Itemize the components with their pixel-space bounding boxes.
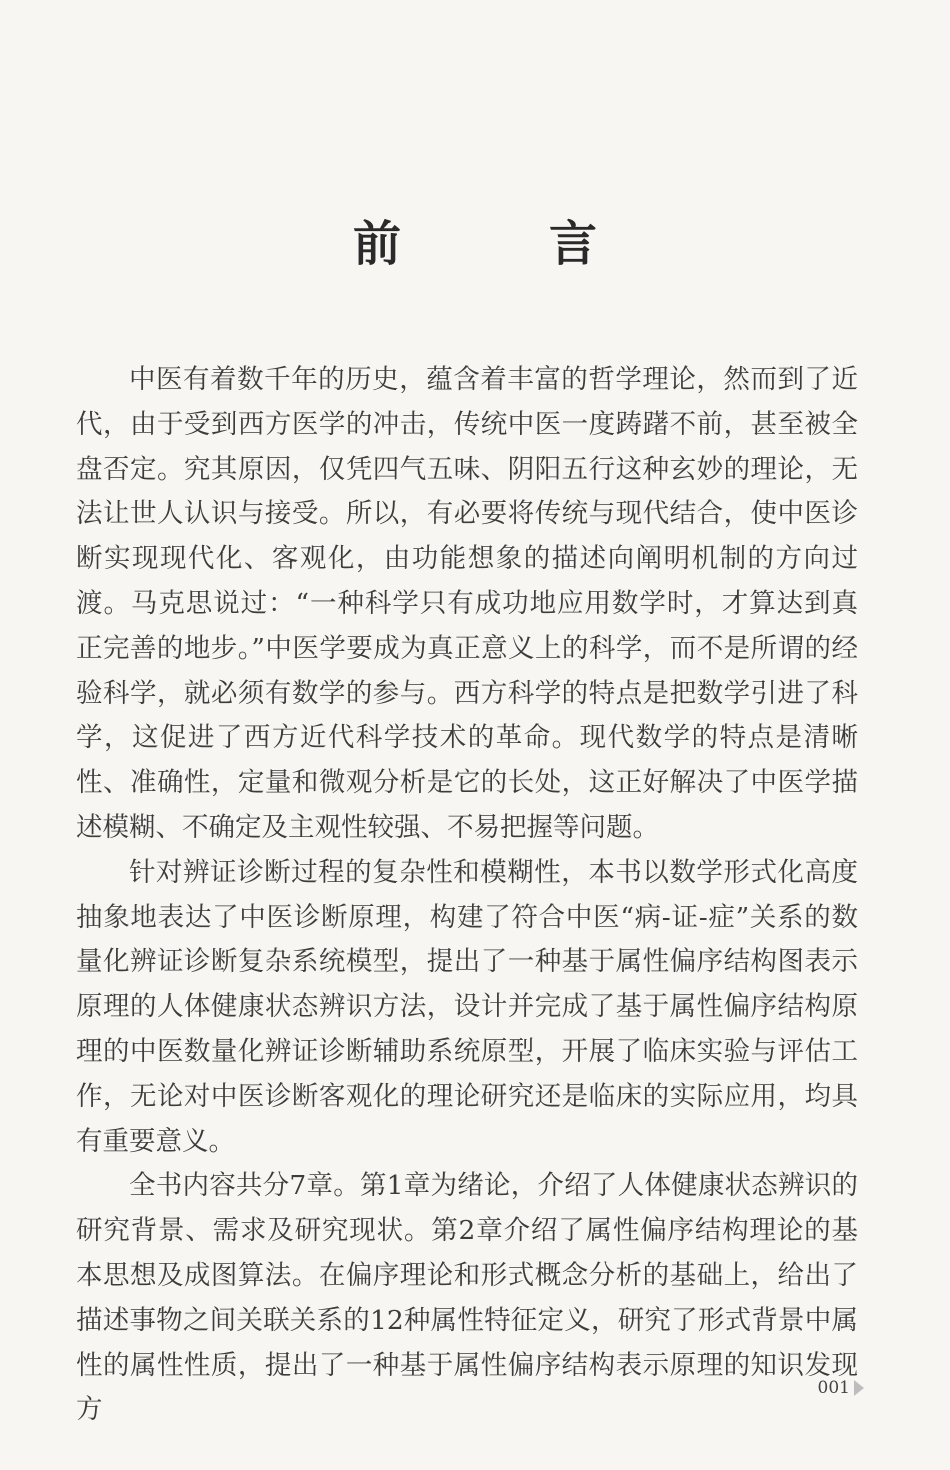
page-title: 前 言 (352, 216, 647, 272)
triangle-right-icon (854, 1380, 864, 1396)
paragraph: 全书内容共分7章。第1章为绪论，介绍了人体健康状态辨识的研究背景、需求及研究现状。第2章介绍了属性偏序结构理论的基本思想及成图算法。在偏序理论和形式概念分析的基础上，给出了描述事物之间关联关系的12种属性特征定义，研究了形式背景中属性的属性性质，提出了一种基于属性偏序结构表示原理的知识发现方 (76, 1170, 858, 1426)
paragraph: 针对辨证诊断过程的复杂性和模糊性，本书以数学形式化高度抽象地表达了中医诊断原理，构建了符合中医“病-证-症”关系的数量化辨证诊断复杂系统模型，提出了一种基于属性偏序结构图表示原理的人体健康状态辨识方法，设计并完成了基于属性偏序结构原理的中医数量化辨证诊断辅助系统原型，开展了临床实验与评估工作，无论对中医诊断客观化的理论研究还是临床的实际应用，均具有重要意义。 (76, 856, 858, 1157)
paragraph: 中医有着数千年的历史，蕴含着丰富的哲学理论，然而到了近代，由于受到西方医学的冲击，传统中医一度踌躇不前，甚至被全盘否定。究其原因，仅凭四气五味、阴阳五行这种玄妙的理论，无法让世人认识与接受。所以，有必要将传统与现代结合，使中医诊断实现现代化、客观化，由功能想象的描述向阐明机制的方向过渡。马克思说过：“一种科学只有成功地应用数学时，才算达到真正完善的地步。”中医学要成为真正意义上的科学，而不是所谓的经验科学，就必须有数学的参与。西方科学的特点是把数学引进了科学，这促进了西方近代科学技术的革命。现代数学的特点是清晰性、准确性，定量和微观分析是它的长处，这正好解决了中医学描述模糊、不确定及主观性较强、不易把握等问题。 (76, 364, 858, 843)
page-number: 001 (817, 1378, 850, 1398)
page-footer (818, 1378, 864, 1398)
preface-body (76, 358, 858, 1433)
